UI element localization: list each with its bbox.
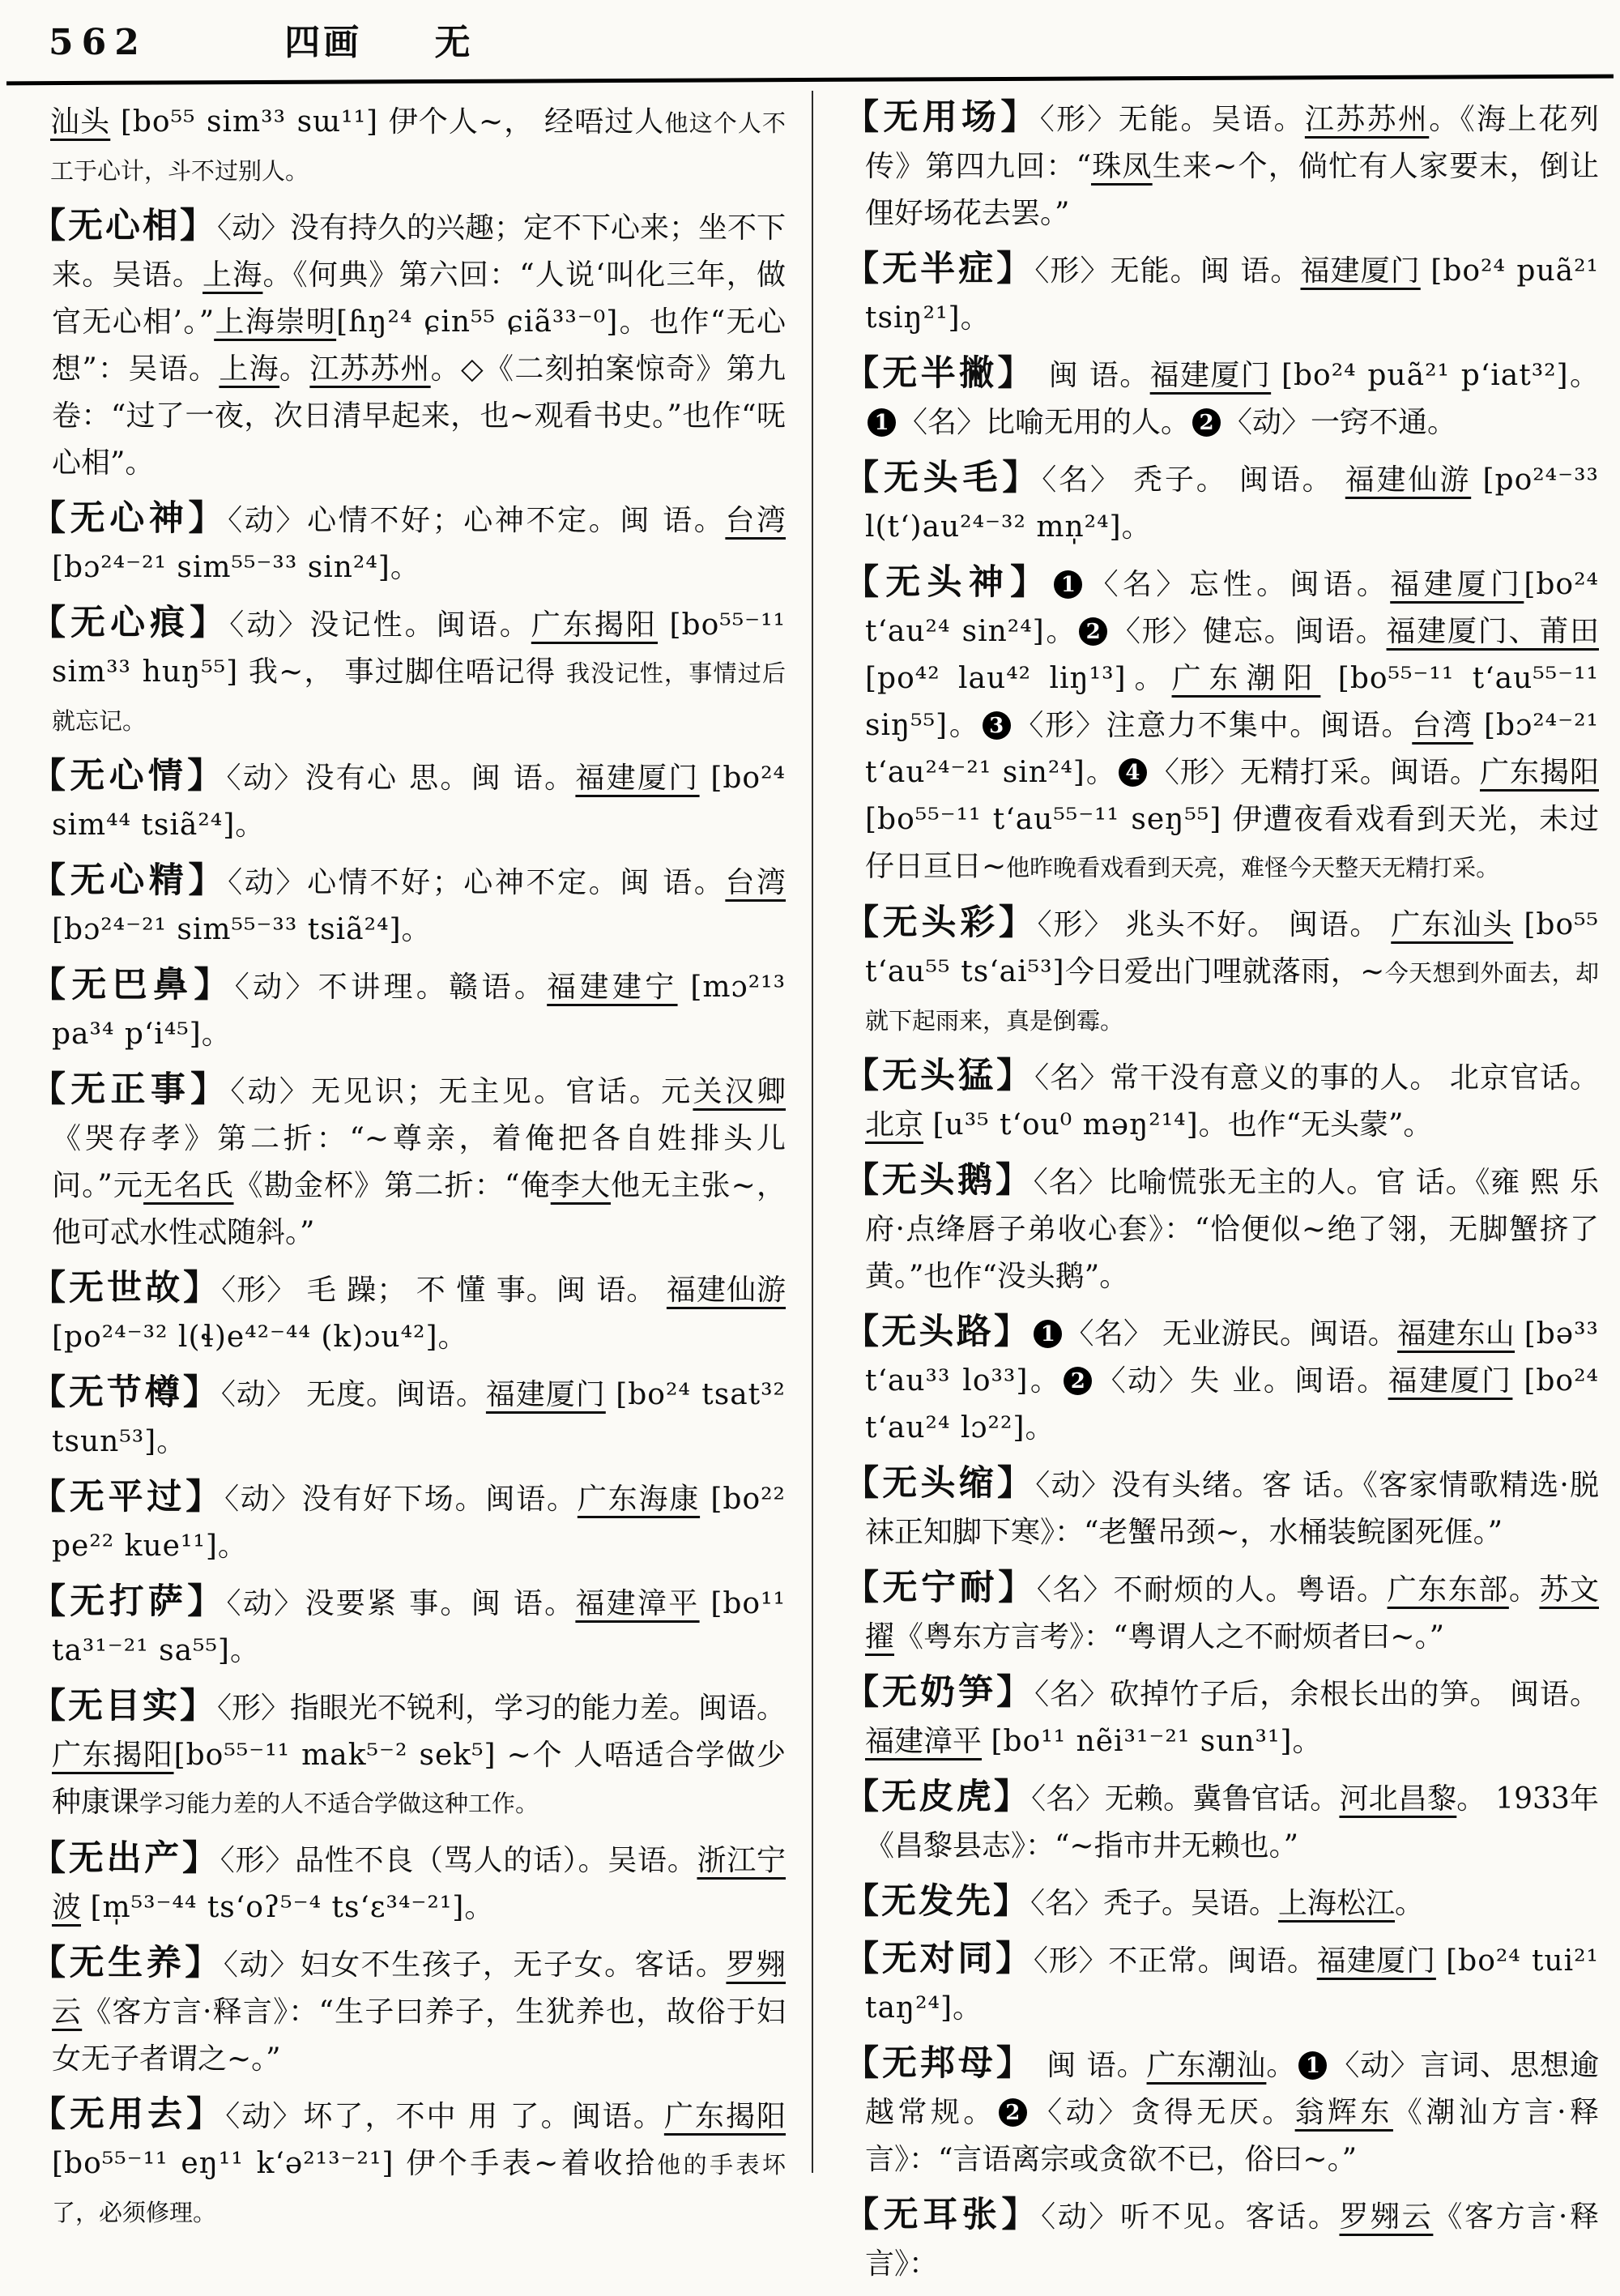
definition-text: 。 — [437, 1321, 467, 1354]
place-or-author-name: 福建厦门 — [575, 762, 700, 795]
definition-text: 〈名〉 无业游民。闽语。 — [1064, 1317, 1397, 1351]
place-or-author-name: 河北昌黎 — [1339, 1782, 1457, 1816]
dictionary-entry — [844, 1157, 1599, 1300]
ipa-transcription: [bɔ²⁴⁻²¹ t‘au²⁴⁻²¹ sin²⁴] — [865, 709, 1599, 789]
definition-text: 《客方言·释言》： — [865, 2200, 1599, 2281]
headword: 【无节樽】 — [31, 1372, 221, 1413]
place-or-author-name: 广东潮汕 — [1146, 2049, 1267, 2082]
definition-text: 我~， 事过脚住唔记得 — [238, 655, 566, 689]
place-or-author-name: 罗翙云 — [52, 1948, 786, 2029]
definition-text: 今日爱出门哩就落雨，~ — [1064, 955, 1385, 988]
place-or-author-name: 广东海康 — [577, 1483, 701, 1516]
place-or-author-name: 福建厦门 — [1149, 359, 1272, 392]
definition-text — [1271, 359, 1281, 392]
place-or-author-name: 浙江宁波 — [52, 1844, 786, 1924]
definition-text: 〈动〉贪得无厌。 — [1029, 2096, 1295, 2129]
definition-text — [923, 1108, 932, 1142]
headword: 【无头毛】 — [844, 458, 1042, 498]
definition-text: 伊遭夜看戏看到天光，未过仔日亘日~ — [865, 803, 1599, 883]
definition-text: 〈动〉 无度。闽语。 — [220, 1378, 486, 1411]
definition-text — [982, 1725, 991, 1758]
headword: 【无心神】 — [31, 498, 228, 539]
definition-text — [1320, 662, 1337, 695]
headword: 【无心情】 — [31, 756, 227, 796]
small-gloss-text: 他这个人不工于心计，斗不过别人。 — [50, 109, 786, 185]
ipa-transcription: [bo²⁴ puã²¹ p‘iat³²] — [1281, 359, 1569, 392]
ipa-transcription: [po⁴² lau⁴² liŋ¹³] — [865, 662, 1127, 695]
ipa-transcription: [po²⁴⁻³² l(ɬ)e⁴²⁻⁴⁴ (k)ɔu⁴²] — [52, 1321, 438, 1354]
ipa-transcription: [bo⁵⁵⁻¹¹ t‘au⁵⁵⁻¹¹ seŋ⁵⁵] — [865, 803, 1222, 836]
place-or-author-name: 福建建宁 — [547, 971, 678, 1004]
headword: 【无头鹅】 — [844, 1160, 1034, 1201]
dictionary-entry — [844, 350, 1599, 446]
definition-text: 〈形〉不正常。闽语。 — [1033, 1944, 1317, 1978]
ipa-transcription: [bo²⁴ tsat³² tsun⁵³] — [52, 1378, 786, 1458]
page-number: 562 — [49, 22, 147, 63]
definition-text: 。 — [1085, 756, 1116, 789]
small-gloss-text: 我没记性，事情过后就忘记。 — [52, 659, 786, 735]
definition-text: 〈动〉心情不好；心神不定。闽 语。 — [228, 504, 726, 537]
definition-text: ~个 人唔适合学做少种康课 — [52, 1739, 786, 1819]
definition-text: 《客方言·释言》：“生子曰养子，生犹养也，故俗于妇女无子者谓之~。” — [52, 1995, 786, 2076]
definition-text: 〈动〉坏了，不中 用 了。闽语。 — [225, 2100, 664, 2133]
headword: 【无宁耐】 — [844, 1568, 1037, 1608]
place-or-author-name: 福建厦门、莆田 — [1386, 615, 1599, 648]
dictionary-entry — [31, 1474, 786, 1570]
dictionary-entry — [844, 1460, 1599, 1556]
definition-text: 。 — [953, 1991, 983, 2025]
definition-text: 〈名〉秃子。吴语。 — [1030, 1887, 1279, 1920]
place-or-author-name: 汕头 — [50, 105, 111, 139]
definition-text — [1515, 1317, 1524, 1351]
ipa-transcription: [bo²² pe²² kue¹¹] — [52, 1483, 786, 1563]
place-or-author-name: 广东揭阳 — [1479, 756, 1599, 789]
place-or-author-name: 李大 — [550, 1169, 612, 1202]
definition-text: 〈动〉听不见。客话。 — [1041, 2200, 1340, 2234]
place-or-author-name: 苏文擢 — [865, 1573, 1599, 1654]
dictionary-entry — [31, 495, 786, 591]
definition-text: 。 — [229, 1634, 259, 1667]
sense-number-badge: 2 — [1192, 408, 1221, 437]
definition-text: 。 — [1266, 2049, 1297, 2082]
definition-text: 〈名〉比喻慌张无主的人。官 话。《雍 熙 乐府·点绛唇子弟收心套》：“恰便似~绝了翎，无脚蟹挤了黄。”也作“没头鹅”。 — [865, 1166, 1599, 1293]
definition-text: 。 — [201, 1018, 231, 1051]
headword: 【无头神】 — [844, 562, 1052, 603]
definition-text — [700, 1587, 711, 1620]
dictionary-entry — [31, 1578, 786, 1675]
headword: 【无半撇】 — [844, 353, 1019, 394]
definition-text: 〈形〉无能。吴语。 — [1039, 103, 1305, 136]
definition-text: 〈动〉没有持久的兴趣；定不下心来；坐不下来。吴语。 — [52, 211, 787, 292]
place-or-author-name: 台湾 — [725, 866, 786, 899]
sense-number-badge: 1 — [1298, 2051, 1327, 2080]
definition-text: 〈名〉 秃子。 闽语。 — [1042, 463, 1345, 497]
definition-text: 伊个手表~着收拾 — [394, 2147, 658, 2180]
ipa-transcription: [m̩⁵³⁻⁴⁴ ts‘oʔ⁵⁻⁴ ts‘ɛ³⁴⁻²¹] — [90, 1891, 465, 1924]
ipa-transcription: [ɦŋ²⁴ ɕin⁵⁵ ɕiã³³⁻⁰] — [336, 305, 619, 339]
place-or-author-name: 广东揭阳 — [663, 2100, 786, 2133]
place-or-author-name: 广东汕头 — [1391, 908, 1514, 941]
definition-text — [1512, 1364, 1524, 1398]
definition-text: 。 1933年《昌黎县志》：“~指市井无赖也。” — [865, 1782, 1599, 1863]
dictionary-entry — [844, 559, 1599, 891]
ipa-transcription: [bɔ²⁴⁻²¹ sim⁵⁵⁻³³ sin²⁴] — [52, 551, 390, 584]
definition-text — [1436, 1944, 1446, 1978]
place-or-author-name: 福建漳平 — [865, 1725, 983, 1758]
sense-number-badge: 1 — [1054, 570, 1082, 599]
place-or-author-name: 罗翙云 — [1339, 2200, 1434, 2234]
dictionary-entry — [844, 2040, 1599, 2183]
place-or-author-name: 福建厦门 — [485, 1378, 606, 1411]
place-or-author-name: 台湾 — [725, 504, 786, 537]
definition-text: 。《何典》第六回：“人说‘叫化三年，做官无心相’。” — [52, 258, 786, 339]
dictionary-column-left — [31, 99, 786, 2244]
definition-text: 。 — [1126, 662, 1172, 695]
dictionary-entry — [31, 1066, 786, 1257]
place-or-author-name: 广东揭阳 — [531, 608, 658, 642]
dictionary-entry — [844, 455, 1599, 551]
ipa-transcription: [bo⁵⁵ t‘au⁵⁵ ts‘ai⁵³] — [865, 908, 1599, 988]
definition-text — [700, 762, 711, 795]
dictionary-entry — [31, 1940, 786, 2083]
definition-text — [1421, 254, 1431, 288]
small-gloss-text: 他的手表坏了，必须修理。 — [52, 2151, 786, 2226]
small-gloss-text: 他昨晚看戏看到天亮，难怪今天整天无精打采。 — [1006, 854, 1500, 881]
ipa-transcription: [po²⁴⁻³³ l(t‘)au²⁴⁻³² mn̩²⁴] — [865, 463, 1599, 544]
headword: 【无正事】 — [31, 1069, 231, 1110]
ipa-transcription: [bo²⁴ t‘au²⁴ sin²⁴] — [865, 568, 1599, 648]
definition-text — [81, 1891, 90, 1924]
definition-text: 。 — [1121, 510, 1151, 544]
place-or-author-name: 江苏苏州 — [309, 352, 431, 386]
ipa-transcription: [bo¹¹ ta³¹⁻²¹ sa⁵⁵] — [52, 1587, 786, 1667]
ipa-transcription: [u³⁵ t‘ou⁰ məŋ²¹⁴] — [932, 1108, 1199, 1142]
definition-text: 〈形〉品性不良（骂人的话）。吴语。 — [220, 1844, 697, 1877]
definition-text — [1473, 709, 1484, 742]
dictionary-entry — [844, 1052, 1599, 1149]
definition-text: 。 — [401, 913, 431, 946]
ipa-transcription: [bo²⁴ t‘au²⁴ lɔ²²] — [865, 1364, 1599, 1445]
sense-number-badge: 1 — [1034, 1320, 1062, 1348]
ipa-transcription: [mɔ²¹³ pa³⁴ p‘i⁴⁵] — [52, 971, 786, 1051]
definition-text: 。 — [279, 352, 310, 386]
dictionary-entry — [31, 1835, 786, 1931]
definition-text: 。 — [1028, 1364, 1062, 1398]
definition-text — [110, 105, 121, 139]
headword: 【无打萨】 — [31, 1581, 227, 1622]
headword: 【无平过】 — [31, 1477, 225, 1517]
dictionary-entry — [844, 2191, 1599, 2288]
definition-text: 闽 语。 — [1018, 359, 1150, 392]
definition-text: 〈动〉失 业。闽语。 — [1094, 1364, 1388, 1398]
headword: 【无目实】 — [31, 1686, 217, 1726]
headword: 【无耳张】 — [844, 2195, 1042, 2235]
sense-number-badge: 1 — [868, 408, 896, 437]
page-header — [49, 13, 474, 65]
header-rule — [6, 75, 1614, 86]
headword: 【无皮虎】 — [844, 1777, 1032, 1817]
ipa-transcription: [bo²⁴ puã²¹ tsiŋ²¹] — [865, 254, 1599, 335]
place-or-author-name: 福建仙游 — [1345, 463, 1472, 497]
place-or-author-name: 江苏苏州 — [1304, 103, 1430, 136]
sense-number-badge: 4 — [1119, 758, 1147, 787]
definition-text: 〈动〉没记性。闽语。 — [229, 608, 531, 642]
definition-text: 。 — [1025, 1411, 1055, 1445]
definition-text: 〈动〉一窍不通。 — [1223, 406, 1457, 439]
definition-text: 〈形〉注意力不集中。闽语。 — [1013, 709, 1413, 742]
definition-text: 〈形〉指眼光不锐利，学习的能力差。闽语。 — [217, 1692, 787, 1725]
definition-text: 〈动〉没要紧 事。闽 语。 — [226, 1587, 576, 1620]
dictionary-column-right — [844, 94, 1599, 2296]
dictionary-entry — [844, 94, 1599, 237]
dictionary-entry-continuation — [31, 99, 786, 194]
ipa-transcription: [bə³³ t‘au³³ lo³³] — [865, 1317, 1599, 1398]
place-or-author-name: 广东揭阳 — [52, 1739, 174, 1772]
definition-text: 。 — [156, 1425, 186, 1458]
definition-text: 〈动〉心情不好；心神不定。闽 语。 — [228, 866, 726, 899]
place-or-author-name: 上海崇明 — [214, 305, 337, 339]
headword: 【无头路】 — [844, 1312, 1032, 1352]
sense-number-badge: 3 — [983, 711, 1011, 740]
place-or-author-name: 台湾 — [1412, 709, 1473, 742]
dictionary-entry — [844, 899, 1599, 1044]
definition-text: 〈名〉砍掉竹子后，余根长出的笋。 闽语。 — [1034, 1678, 1600, 1711]
headword: 【无邦母】 — [844, 2043, 1017, 2084]
definition-text: 《哭存孝》第二折：“~尊亲，着俺把各自姓排头儿问。”元 — [52, 1122, 786, 1202]
ipa-transcription: [bo⁵⁵⁻¹¹ eŋ¹¹ k‘ə²¹³⁻²¹] — [52, 2147, 394, 2180]
headword: 【无头猛】 — [844, 1056, 1035, 1096]
place-or-author-name: 上海松江 — [1278, 1887, 1396, 1920]
headword: 【无心痕】 — [31, 603, 230, 643]
place-or-author-name: 福建漳平 — [575, 1587, 700, 1620]
place-or-author-name: 北京 — [865, 1108, 924, 1142]
ipa-transcription: [bo²⁴ tui²¹ taŋ²⁴] — [865, 1944, 1599, 2025]
definition-text: 。 — [1568, 359, 1599, 392]
definition-text: 〈名〉常干没有意义的事的人。 北京官话。 — [1034, 1061, 1600, 1095]
headword: 【无出产】 — [31, 1838, 220, 1879]
definition-text: 〈名〉不耐烦的人。粤语。 — [1036, 1573, 1388, 1607]
definition-text: 。 — [217, 1530, 247, 1563]
place-or-author-name: 福建厦门 — [1388, 1364, 1513, 1398]
definition-text: 闽 语。 — [1017, 2049, 1147, 2082]
sense-number-badge: 2 — [1079, 617, 1107, 646]
place-or-author-name: 珠凤 — [1090, 150, 1153, 183]
definition-text — [606, 1378, 616, 1411]
headword: 【无半症】 — [844, 249, 1035, 289]
dictionary-entry — [31, 203, 786, 487]
dictionary-entry — [31, 857, 786, 954]
dictionary-entry — [31, 2091, 786, 2236]
definition-text: 。 — [1395, 1887, 1425, 1920]
definition-text: 《勘金杯》第二折：“俺 — [233, 1169, 551, 1202]
definition-text: 〈动〉没有好下场。闽语。 — [224, 1483, 578, 1516]
place-or-author-name: 福建厦门 — [1390, 568, 1524, 601]
definition-text: 他无主张~，他可忒水性忒随斜。” — [52, 1169, 786, 1249]
definition-text: 。也作“无心想”：吴语。 — [52, 305, 786, 386]
dictionary-entry — [31, 962, 786, 1058]
headword: 【无巴鼻】 — [31, 965, 235, 1005]
place-or-author-name: 关汉卿 — [693, 1075, 786, 1108]
place-or-author-name: 广东潮阳 — [1171, 662, 1321, 695]
dictionary-entry — [844, 1878, 1599, 1927]
stroke-section-label: 四画 — [284, 22, 363, 63]
definition-text: 〈动〉没有心 思。闽 语。 — [226, 762, 576, 795]
definition-text: 。 — [948, 709, 980, 742]
definition-text: 。《海上花列传》第四九回：“ — [865, 103, 1599, 183]
ipa-transcription: [bo⁵⁵ sim³³ sɯ¹¹] — [120, 105, 379, 139]
ipa-transcription: [bo¹¹ nẽi³¹⁻²¹ sun³¹] — [991, 1725, 1293, 1758]
dictionary-entry — [844, 1935, 1599, 2032]
place-or-author-name: 广东东部 — [1387, 1573, 1509, 1607]
sense-number-badge: 2 — [1064, 1367, 1092, 1395]
definition-text: 。 — [960, 301, 990, 335]
place-or-author-name: 翁辉东 — [1294, 2096, 1393, 2129]
radical-label: 无 — [434, 22, 474, 63]
ipa-transcription: [bo⁵⁵⁻¹¹ t‘au⁵⁵⁻¹¹ siŋ⁵⁵] — [865, 662, 1599, 742]
definition-text: 〈形〉 兆头不好。 闽语。 — [1037, 908, 1392, 941]
definition-text: 〈名〉比喻无用的人。 — [898, 406, 1191, 439]
place-or-author-name: 福建仙游 — [666, 1274, 787, 1307]
definition-text: 〈名〉无赖。冀鲁官话。 — [1031, 1782, 1340, 1816]
ipa-transcription: [bo⁵⁵⁻¹¹ sim³³ huŋ⁵⁵] — [52, 608, 786, 689]
definition-text: 。◇《二刻拍案惊奇》第九卷：“过了一夜，次日清早起来，也~观看书史。”也作“呒心相”。 — [52, 352, 786, 480]
place-or-author-name: 无名氏 — [143, 1169, 234, 1202]
headword: 【无奶笋】 — [844, 1672, 1035, 1713]
column-divider — [812, 91, 813, 2173]
definition-text — [1471, 463, 1482, 497]
ipa-transcription: [bɔ²⁴⁻²¹ sim⁵⁵⁻³³ tsiã²⁴] — [52, 913, 402, 946]
headword: 【无心精】 — [31, 860, 228, 901]
headword: 【无用场】 — [844, 97, 1040, 138]
dictionary-entry — [844, 245, 1599, 342]
definition-text: 《粤东方言考》：“粤谓人之不耐烦者曰~。” — [894, 1620, 1444, 1654]
definition-text: 〈动〉不讲理。赣语。 — [234, 971, 548, 1004]
small-gloss-text: 学习能力差的人不适合学做这种工作。 — [139, 1790, 539, 1817]
definition-text: 。 — [1508, 1573, 1540, 1607]
dictionary-entry — [31, 1265, 786, 1361]
definition-text: 。 — [464, 1891, 494, 1924]
definition-text — [1513, 908, 1524, 941]
definition-text: 《潮汕方言·释言》：“言语离宗或贪欲不已，俗曰~。” — [865, 2096, 1599, 2176]
definition-text: 〈动〉无见识；无主见。官话。元 — [230, 1075, 693, 1108]
place-or-author-name: 福建厦门 — [1300, 254, 1421, 288]
sense-number-badge: 2 — [999, 2098, 1027, 2127]
dictionary-entry — [31, 600, 786, 745]
definition-text — [658, 608, 670, 642]
definition-text: 。 — [235, 809, 265, 842]
dictionary-entry — [844, 1564, 1599, 1661]
definition-text: 〈动〉没有头绪。客 话。《客家情歌精选·脱袜正知脚下寒》：“老蟹吊颈~，水桶装鲩圂死𠊎。” — [865, 1469, 1600, 1549]
dictionary-entry — [31, 1369, 786, 1466]
small-gloss-text: 今天想到外面去，却就下起雨来，真是倒霉。 — [865, 959, 1599, 1035]
headword: 【无头彩】 — [844, 903, 1038, 943]
definition-text: 〈动〉妇女不生孩子，无子女。客话。 — [223, 1948, 727, 1982]
headword: 【无发先】 — [844, 1881, 1030, 1922]
headword: 【无心相】 — [31, 206, 217, 246]
place-or-author-name: 福建东山 — [1397, 1317, 1516, 1351]
definition-text: 。也作“无头蒙”。 — [1198, 1108, 1433, 1142]
definition-text: 〈形〉无能。闽 语。 — [1034, 254, 1301, 288]
definition-text: 〈动〉言词、思想逾越常规。 — [865, 2049, 1599, 2129]
ipa-transcription: [bo⁵⁵⁻¹¹ mak⁵⁻² sek⁵] — [173, 1739, 497, 1772]
dictionary-entry — [31, 753, 786, 849]
definition-text — [700, 1483, 710, 1516]
definition-text: 〈形〉健忘。闽语。 — [1110, 615, 1387, 648]
headword: 【无世故】 — [31, 1268, 222, 1308]
place-or-author-name: 福建厦门 — [1316, 1944, 1436, 1978]
definition-text: 伊个人~， 经唔过人 — [378, 105, 665, 139]
definition-text: 〈名〉忘性。闽语。 — [1085, 568, 1391, 601]
definition-text: 〈形〉 毛 躁； 不 懂 事。闽 语。 — [221, 1274, 667, 1307]
headword: 【无生养】 — [31, 1943, 224, 1983]
definition-text: 〈形〉无精打采。闽语。 — [1149, 756, 1480, 789]
definition-text: 生来~个，倘忙有人家要末，倒让俚好场花去罢。” — [865, 150, 1599, 230]
dictionary-entry — [844, 1308, 1599, 1452]
dictionary-entry — [31, 1683, 786, 1827]
dictionary-entry — [844, 1773, 1599, 1870]
headword: 【无对同】 — [844, 1939, 1034, 1979]
definition-text — [678, 971, 691, 1004]
place-or-author-name: 上海 — [219, 352, 280, 386]
headword: 【无用去】 — [31, 2094, 226, 2135]
ipa-transcription: [bo²⁴ sim⁴⁴ tsiã²⁴] — [52, 762, 786, 842]
definition-text: 。 — [1044, 615, 1077, 648]
headword: 【无头缩】 — [844, 1463, 1036, 1504]
definition-text: 。 — [390, 551, 420, 584]
dictionary-entry — [844, 1669, 1599, 1765]
place-or-author-name: 上海 — [202, 258, 263, 292]
definition-text: 。 — [1292, 1725, 1322, 1758]
